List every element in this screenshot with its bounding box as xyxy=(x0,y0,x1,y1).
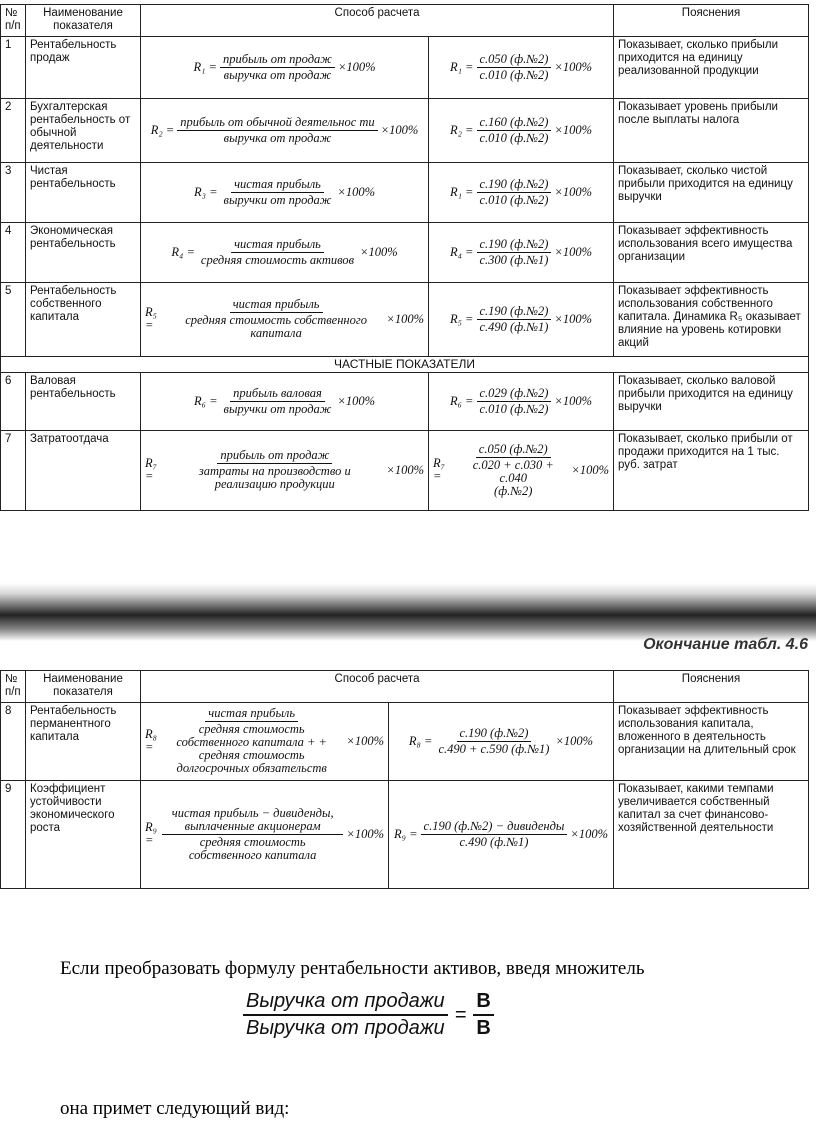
formula-multiplier: ×100% xyxy=(337,184,376,199)
fraction-denominator: средняя стоимость собственного капитала xyxy=(185,313,367,340)
formula-multiplier: ×100% xyxy=(554,311,593,326)
formula-verbal xyxy=(141,703,389,781)
row-number: 5 xyxy=(1,283,26,357)
fraction-numerator: прибыль от продаж xyxy=(217,449,332,464)
fraction-numerator: с.050 (ф.№2) xyxy=(476,443,551,458)
rhs-numerator: В xyxy=(473,990,493,1016)
formula-multiplier: ×100% xyxy=(571,462,609,477)
fraction-denominator: с.490 (ф.№1) xyxy=(459,834,529,849)
header-method: Способ расчета xyxy=(141,671,614,703)
formula-multiplier: ×100% xyxy=(360,244,398,259)
multiplier-numerator: Выручка от продажи xyxy=(243,990,448,1016)
explanation: Показывает, сколько валовой прибыли приходится на единицу выручки xyxy=(614,373,809,431)
fraction-denominator: средняя стоимость собственного капитала xyxy=(188,834,317,862)
formula-lhs: R₁ = xyxy=(449,184,474,199)
formula-verbal xyxy=(141,163,429,223)
formula-multiplier: ×100% xyxy=(555,733,594,748)
fraction-numerator: с.190 (ф.№2) xyxy=(477,238,552,253)
formula-lhs: R₈ = xyxy=(408,733,433,748)
header-expl: Пояснения xyxy=(614,5,809,37)
header-num: № п/п xyxy=(1,671,26,703)
formula-verbal xyxy=(141,373,429,431)
explanation: Показывает, сколько прибыли приходится на единицу реализованной продукции xyxy=(614,37,809,99)
row-number: 2 xyxy=(1,99,26,163)
formula-form-lines xyxy=(429,283,614,357)
fraction xyxy=(477,116,552,145)
fraction xyxy=(162,807,343,862)
formula-lhs: R₈ = xyxy=(145,727,157,754)
fraction-denominator: с.010 (ф.№2) xyxy=(479,67,549,82)
row-number: 7 xyxy=(1,431,26,511)
explanation: Показывает, сколько чистой прибыли приходится на единицу выручки xyxy=(614,163,809,223)
fraction-numerator: с.190 (ф.№2) xyxy=(477,305,552,320)
formula-lhs: R₁ = xyxy=(193,59,217,74)
formula-lhs: R₁ = xyxy=(449,59,474,74)
fraction-denominator: выручка от продаж xyxy=(223,67,332,82)
formula-lhs: R₂ = xyxy=(449,122,474,137)
fraction xyxy=(220,53,335,82)
indicator-name: Бухгалтерская рентабельность от обычной деятельности xyxy=(26,99,141,163)
fraction-numerator: прибыль валовая xyxy=(230,387,325,402)
formula-form-lines xyxy=(429,223,614,283)
formula-lhs: R₉ = xyxy=(393,826,418,841)
row-number: 9 xyxy=(1,781,26,889)
fraction-note: (ф.№2) xyxy=(494,483,533,498)
header-name: Наименование показателя xyxy=(26,5,141,37)
indicator-name: Затратоотдача xyxy=(26,431,141,511)
equals-sign: = xyxy=(454,1003,467,1026)
formula-lhs: R₉ = xyxy=(145,820,157,847)
fraction-denominator: с.010 (ф.№2) xyxy=(479,130,549,145)
table-row xyxy=(1,223,809,283)
formula-form-lines xyxy=(429,163,614,223)
fraction xyxy=(160,707,343,775)
formula-verbal xyxy=(141,223,429,283)
section-title: ЧАСТНЫЕ ПОКАЗАТЕЛИ xyxy=(1,357,809,373)
formula-lhs: R₄ = xyxy=(449,244,474,259)
formula-multiplier: ×100% xyxy=(346,826,384,841)
fraction-denominator: выручка от продаж xyxy=(223,130,332,145)
explanation: Показывает эффективность использования капитала, вложенного в деятельность организации на длительный срок xyxy=(614,703,809,781)
fraction xyxy=(477,178,552,207)
formula-multiplier: ×100% xyxy=(386,311,424,326)
paragraph-intro: Если преобразовать формулу рентабельности активов, введя множитель xyxy=(60,958,645,979)
indicator-name: Рентабельность продаж xyxy=(26,37,141,99)
formula-lhs: R₇ = xyxy=(145,456,157,483)
formula-lhs: R₆ = xyxy=(193,393,218,408)
row-number: 1 xyxy=(1,37,26,99)
indicator-name: Экономическая рентабельность xyxy=(26,223,141,283)
formula-multiplier: ×100% xyxy=(337,393,376,408)
formula-multiplier: ×100% xyxy=(570,826,608,841)
fraction xyxy=(477,387,552,416)
fraction-denominator: с.490 (ф.№1) xyxy=(479,319,549,334)
formula-multiplier: ×100% xyxy=(554,393,593,408)
table-row xyxy=(1,37,809,99)
rhs-denominator: В xyxy=(476,1017,491,1039)
fraction-numerator: прибыль от обычной деятельнос ти xyxy=(177,116,377,131)
fraction xyxy=(477,53,552,82)
table-row xyxy=(1,373,809,431)
row-number: 4 xyxy=(1,223,26,283)
fraction-numerator: чистая прибыль xyxy=(231,238,324,253)
formula-lhs: R₇ = xyxy=(433,456,445,483)
table-header-row xyxy=(1,5,809,37)
formula-multiplier: ×100% xyxy=(554,59,593,74)
formula-multiplier: ×100% xyxy=(346,733,384,748)
formula-multiplier: ×100% xyxy=(337,59,376,74)
fraction-denominator: средняя стоимость собственного капитала + + средняя стоимость долгосрочных обязательств xyxy=(176,722,327,775)
fraction xyxy=(169,298,384,340)
formula-lhs: R₆ = xyxy=(449,393,474,408)
fraction-denominator: выручки от продаж xyxy=(223,192,332,207)
multiplier-denominator: Выручка от продажи xyxy=(246,1017,445,1039)
explanation: Показывает эффективность использования всего имущества организации xyxy=(614,223,809,283)
formula-verbal xyxy=(141,99,429,163)
fraction xyxy=(435,727,552,756)
fraction xyxy=(198,238,357,267)
profitability-table-end xyxy=(0,670,809,889)
fraction xyxy=(477,238,552,267)
indicator-name: Коэффициент устойчивости экономического роста xyxy=(26,781,141,889)
formula-form-lines xyxy=(429,37,614,99)
formula-verbal xyxy=(141,431,429,511)
fraction-denominator: с.010 (ф.№2) xyxy=(479,192,549,207)
explanation: Показывает, сколько прибыли от продажи приходится на 1 тыс. руб. затрат xyxy=(614,431,809,511)
formula-multiplier: ×100% xyxy=(554,122,593,137)
fraction-numerator: с.029 (ф.№2) xyxy=(477,387,552,402)
fraction-numerator: чистая прибыль xyxy=(231,178,324,193)
fraction-denominator: с.020 + с.030 + с.040 xyxy=(472,457,554,485)
fraction-denominator: затраты на производство и реализацию продукции xyxy=(198,464,351,491)
fraction-numerator: с.190 (ф.№2) − дивиденды xyxy=(421,820,568,835)
formula-verbal xyxy=(141,37,429,99)
table-row xyxy=(1,431,809,511)
formula-form-lines xyxy=(429,99,614,163)
formula-lhs: R₃ = xyxy=(193,184,218,199)
indicator-name: Рентабельность перманентного капитала xyxy=(26,703,141,781)
fraction-numerator: с.050 (ф.№2) xyxy=(477,53,552,68)
formula-form-lines xyxy=(389,781,614,889)
fraction xyxy=(477,305,552,334)
table-row xyxy=(1,283,809,357)
fraction-numerator: с.190 (ф.№2) xyxy=(457,727,532,742)
formula-lhs: R₅ = xyxy=(145,305,157,332)
formula-form-lines xyxy=(429,431,614,511)
fraction xyxy=(221,178,335,207)
formula-multiplier: ×100% xyxy=(554,184,593,199)
table-row xyxy=(1,99,809,163)
indicator-name: Валовая рентабельность xyxy=(26,373,141,431)
formula-verbal xyxy=(141,283,429,357)
indicator-name: Рентабельность собственного капитала xyxy=(26,283,141,357)
fraction-numerator: с.160 (ф.№2) xyxy=(477,116,552,131)
formula-multiplier: ×100% xyxy=(554,244,593,259)
explanation: Показывает уровень прибыли после выплаты налога xyxy=(614,99,809,163)
fraction-denominator: выручки от продаж xyxy=(223,401,332,416)
fraction xyxy=(458,443,568,498)
fraction xyxy=(166,449,383,491)
fraction xyxy=(421,820,568,849)
page-fold-shadow xyxy=(0,583,816,641)
row-number: 8 xyxy=(1,703,26,781)
table-row xyxy=(1,703,809,781)
fraction-numerator: с.190 (ф.№2) xyxy=(477,178,552,193)
formula-form-lines xyxy=(429,373,614,431)
profitability-table xyxy=(0,4,809,511)
indicator-name: Чистая рентабельность xyxy=(26,163,141,223)
formula-lhs: R₅ = xyxy=(449,311,474,326)
fraction xyxy=(221,387,335,416)
fraction-numerator: чистая прибыль − дивиденды, выплаченные акционерам xyxy=(162,807,343,835)
row-number: 3 xyxy=(1,163,26,223)
table-continuation-caption: Окончание табл. 4.6 xyxy=(643,636,808,653)
formula-multiplier: ×100% xyxy=(380,122,419,137)
header-method: Способ расчета xyxy=(141,5,614,37)
fraction-denominator: с.490 + с.590 (ф.№1) xyxy=(438,741,550,756)
paragraph-result: она примет следующий вид: xyxy=(60,1098,290,1119)
row-number: 6 xyxy=(1,373,26,431)
fraction-numerator: прибыль от продаж xyxy=(220,53,335,68)
fraction xyxy=(177,116,377,145)
fraction-denominator: с.010 (ф.№2) xyxy=(479,401,549,416)
table-header-row xyxy=(1,671,809,703)
formula-multiplier: ×100% xyxy=(386,462,424,477)
section-row xyxy=(1,357,809,373)
explanation: Показывает эффективность использования собственного капитала. Динамика R₅ оказывает влияние на уровень котировки акций xyxy=(614,283,809,357)
header-expl: Пояснения xyxy=(614,671,809,703)
formula-lhs: R₂ = xyxy=(150,122,175,137)
header-num: № п/п xyxy=(1,5,26,37)
fraction-denominator: средняя стоимость активов xyxy=(200,252,355,267)
fraction-numerator: чистая прибыль xyxy=(230,298,323,313)
header-name: Наименование показателя xyxy=(26,671,141,703)
formula-lhs: R₄ = xyxy=(171,244,195,259)
formula-form-lines xyxy=(389,703,614,781)
fraction-denominator: с.300 (ф.№1) xyxy=(479,252,549,267)
fraction-numerator: чистая прибыль xyxy=(205,707,298,722)
multiplier-formula xyxy=(240,990,497,1040)
explanation: Показывает, какими темпами увеличивается собственный капитал за счет финансово-хозяйственной деятельности xyxy=(614,781,809,889)
table-row xyxy=(1,781,809,889)
formula-verbal xyxy=(141,781,389,889)
table-row xyxy=(1,163,809,223)
